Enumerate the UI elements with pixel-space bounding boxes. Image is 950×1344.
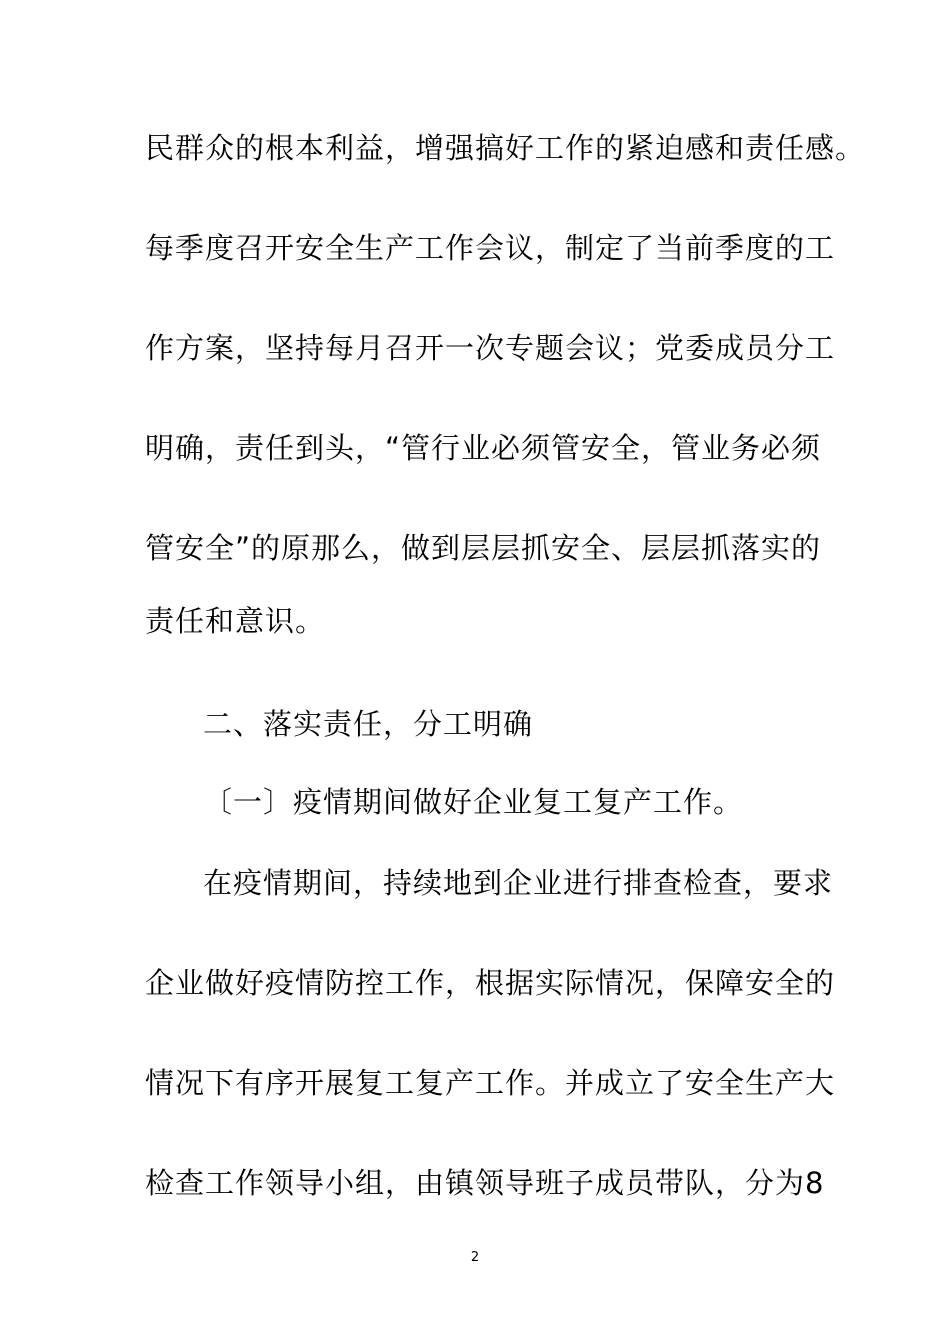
body-text-line: 在疫情期间，持续地到企业进行排查检查，要求 bbox=[203, 866, 834, 900]
body-text-line: 企业做好疫情防控工作，根据实际情况，保障安全的 bbox=[145, 966, 836, 1000]
section-heading: 二、落实责任，分工明确 bbox=[203, 707, 534, 741]
body-text-line: 作方案，坚持每月召开一次专题会议；党委成员分工 bbox=[145, 331, 836, 365]
body-text-line: 明确，责任到头，“管行业必须管安全，管业务必须 bbox=[145, 431, 822, 465]
subsection-heading: 〔一〕疫情期间做好企业复工复产工作。 bbox=[203, 785, 744, 819]
body-text-line: 责任和意识。 bbox=[145, 604, 326, 638]
body-text-line: 情况下有序开展复工复产工作。并成立了安全生产大 bbox=[145, 1066, 836, 1100]
page-number: 2 bbox=[470, 1250, 480, 1265]
body-text-line: 管安全”的原那么，做到层层抓安全、层层抓落实的 bbox=[145, 531, 822, 565]
body-text-line: 民群众的根本利益，增强搞好工作的紧迫感和责任感。 bbox=[145, 131, 866, 165]
body-text-line: 检查工作领导小组，由镇领导班子成员带队，分为8 bbox=[145, 1166, 825, 1200]
body-text-line: 每季度召开安全生产工作会议，制定了当前季度的工 bbox=[145, 231, 836, 265]
